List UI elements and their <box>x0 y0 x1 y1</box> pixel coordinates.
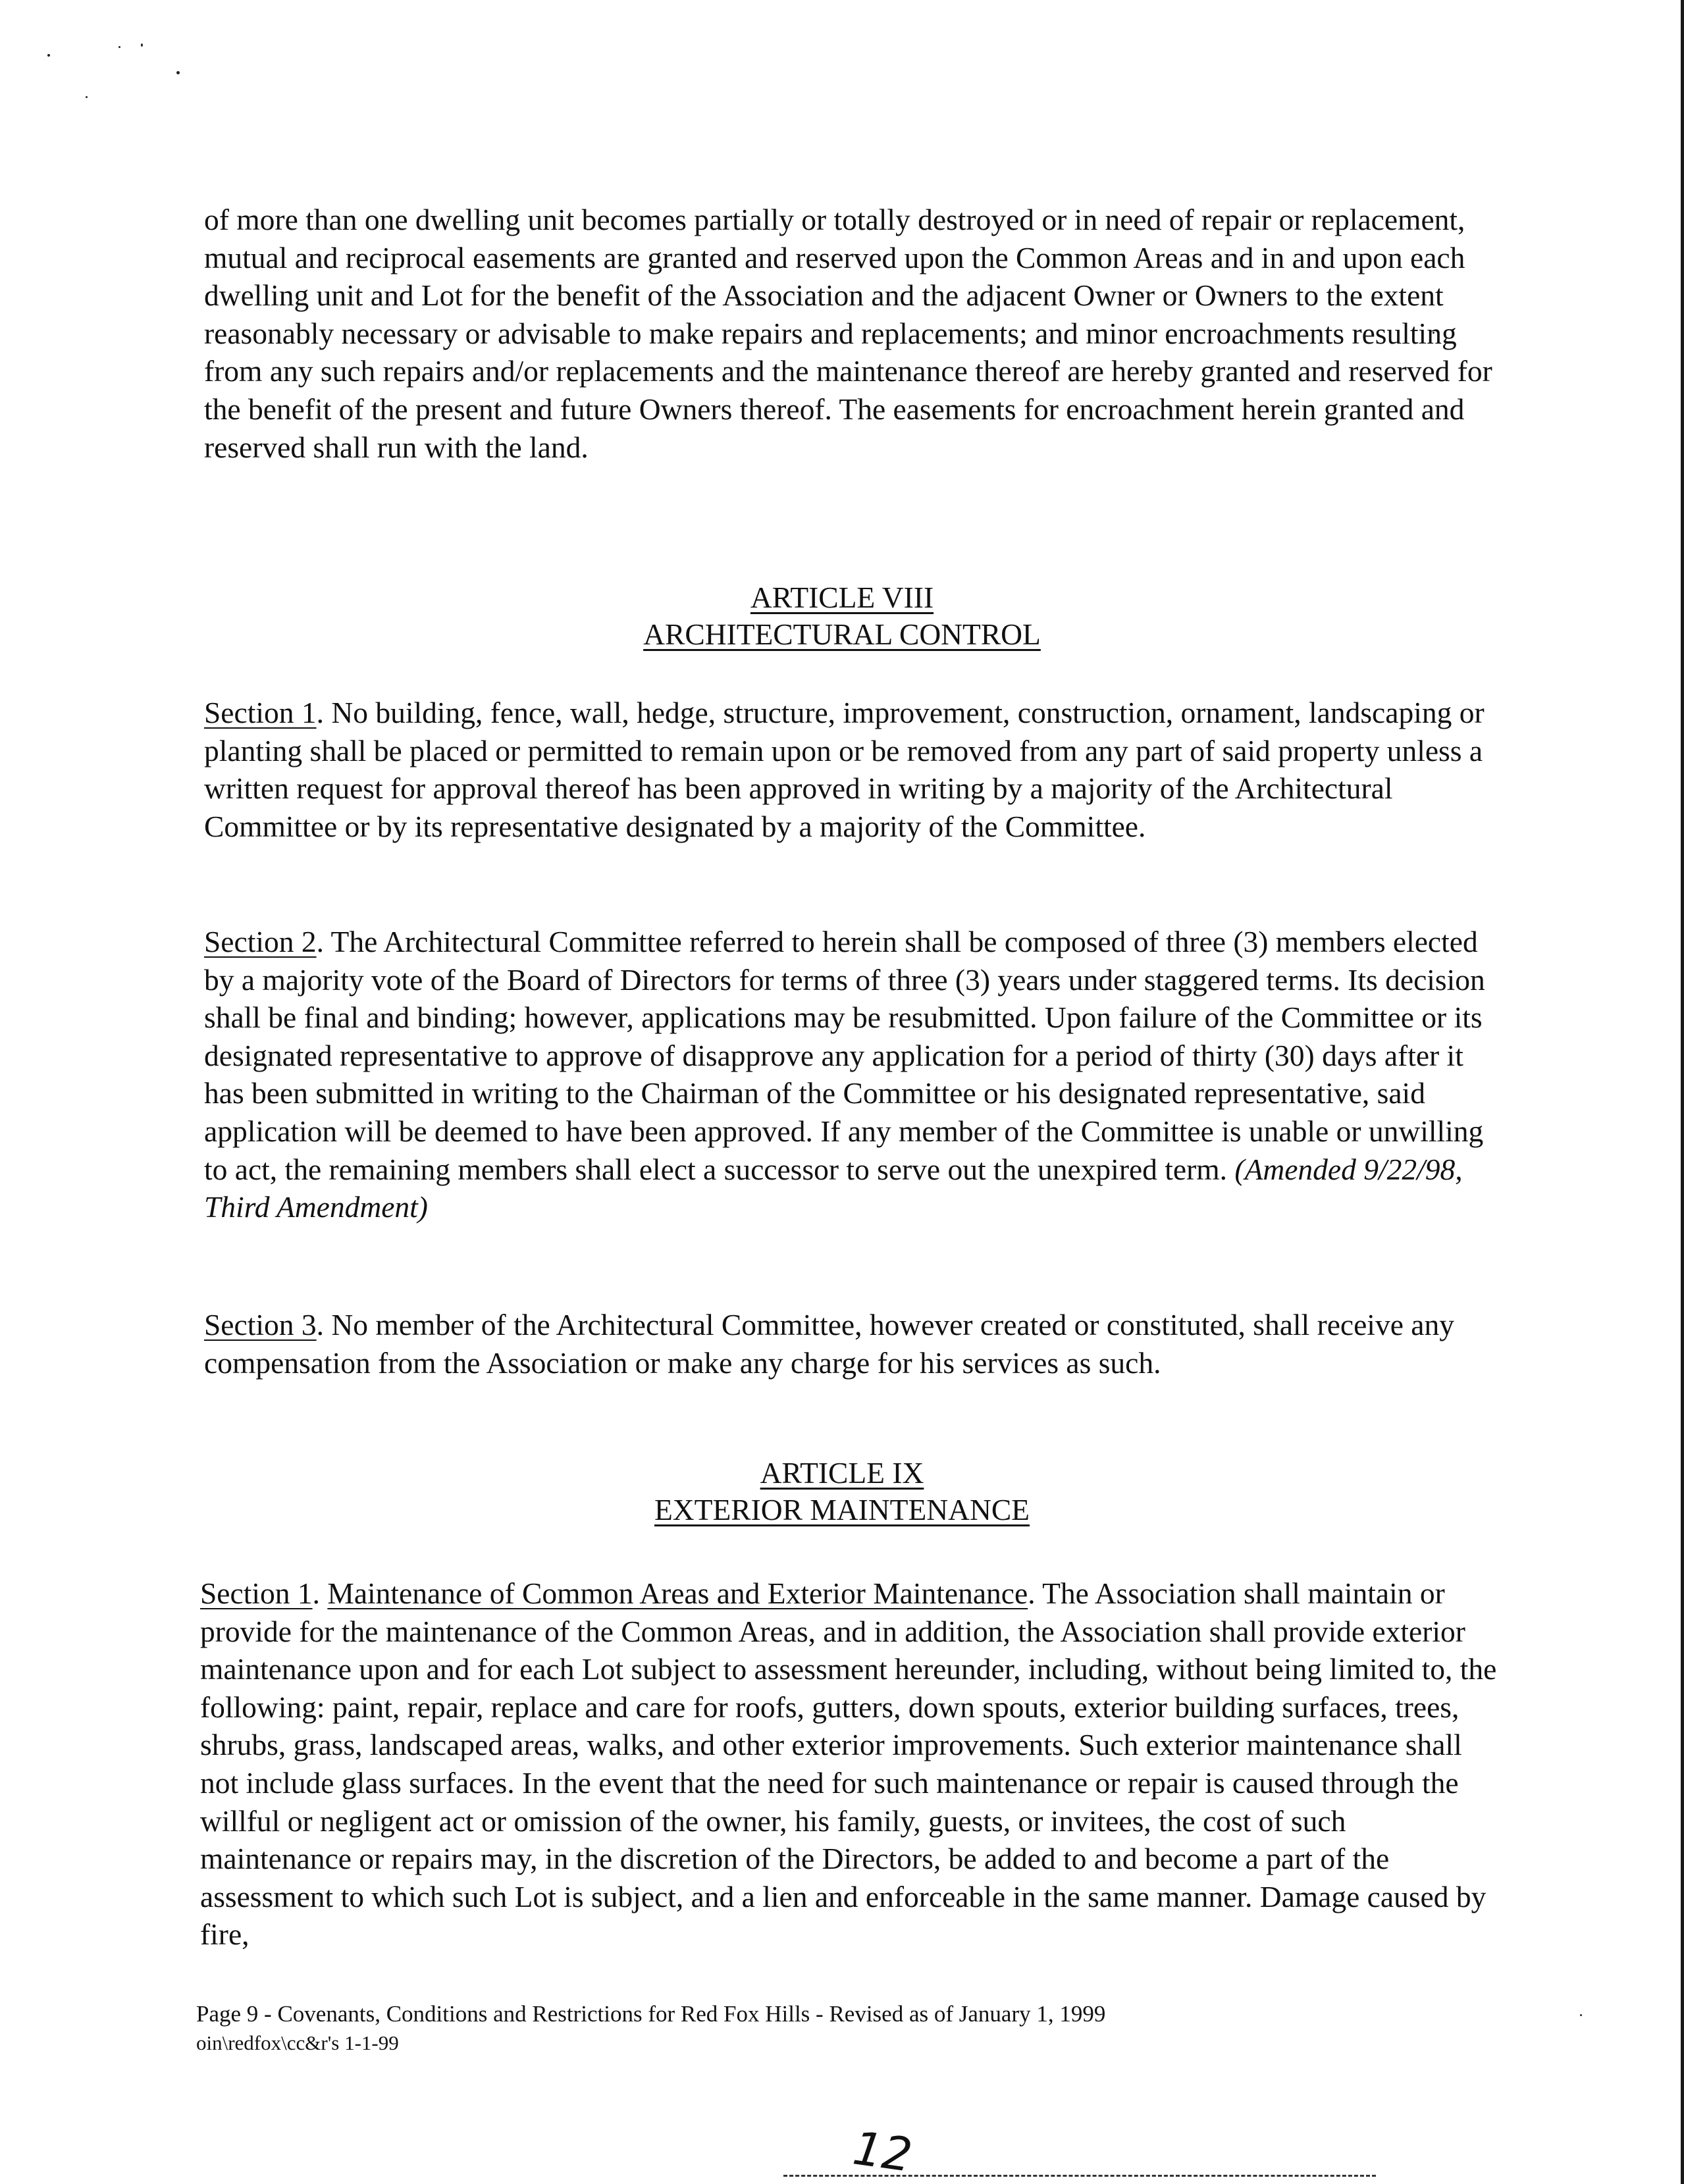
section-text: . The Architectural Committee referred to herein shall be composed of three (3) members elected by a majority vote of the Board of Directors for terms of three (3) years under staggered terms. Its decision shall be final and binding; however, applications may be resubmitted. Upon failure of the Committee or its designated representative to approve of disapprove any application for a period of thirty (30) days after it has been submitted in writing to the Chairman of the Committee or his designated representative, said application will be deemed to have been approved. If any member of the Committee is unable or unwilling to act, the remaining members shall elect a successor to serve out the unexpired term. <box>204 925 1485 1186</box>
section-label: Section 1 <box>200 1576 313 1610</box>
section-text: . The Association shall maintain or provide for the maintenance of the Common Areas, and in addition, the Association shall provide exterior maintenance upon and for each Lot subject to assessment hereunder, including, without being limited to, the following: paint, repair, replace and care for roofs, gutters, down spouts, exterior building surfaces, trees, shrubs, grass, landscaped areas, walks, and other exterior improvements. Such exterior maintenance shall not include glass surfaces. In the event that the need for such maintenance or repair is caused through the willful or negligent act or omission of the owner, his family, guests, or invitees, the cost of such maintenance or repairs may, in the discretion of the Directors, be added to and become a part of the assessment to which such Lot is subject, and a lien and enforceable in the same manner. Damage caused by fire, <box>200 1576 1497 1952</box>
footer-title: Page 9 - Covenants, Conditions and Restrictions for Red Fox Hills - Revised as of January 1, 1999 <box>196 2001 1106 2027</box>
section-label: Section 3 <box>204 1308 317 1341</box>
article-8-section-1 <box>204 694 1494 845</box>
section-text: . No building, fence, wall, hedge, structure, improvement, construction, ornament, landscaping or planting shall be placed or permitted to remain upon or be removed from any part of said property unless a written request for approval thereof has been approved in writing by a majority of the Architectural Committee or by its representative designated by a majority of the Committee. <box>204 696 1485 843</box>
article-8-number: ARTICLE VIII <box>750 581 934 614</box>
handwritten-page-number: 12 <box>849 2121 916 2183</box>
scan-speck <box>118 46 120 48</box>
article-9-title: EXTERIOR MAINTENANCE <box>654 1493 1030 1526</box>
page-footer <box>196 2000 1105 2058</box>
article-9-section-1: Section 1. Maintenance of Common Areas and Exterior Maintenance. The Association shall maintain or provide for the maintenance of the Common Areas, and in addition, the Association shall provide exterior maintenance upon and for each Lot subject to assessment hereunder, including, without being limited to, the following: paint, repair, replace and care for roofs, gutters, down spouts, exterior building surfaces, trees, shrubs, grass, landscaped areas, walks, and other exterior improvements. Such exterior maintenance shall not include glass surfaces. In the event that the need for such maintenance or repair is caused through the willful or negligent act or omission of the owner, his family, guests, or invitees, the cost of such maintenance or repairs may, in the discretion of the Directors, be added to and become a part of the assessment to which such Lot is subject, and a lien and enforceable in the same manner. Damage caused by fire, <box>200 1576 1497 1952</box>
scan-speck <box>176 71 180 74</box>
scan-edge-line <box>783 2175 1376 2179</box>
article-8-title: ARCHITECTURAL CONTROL <box>643 617 1041 651</box>
scan-speck <box>1580 2014 1582 2016</box>
section-label: Section 1 <box>204 696 317 729</box>
footer-file-path: oin\redfox\cc&r's 1-1-99 <box>196 2031 399 2054</box>
section-text: . No member of the Architectural Committee, however created or constituted, shall receive any compensation from the Association or make any charge for his services as such. <box>204 1308 1454 1380</box>
amendment-note: (Amended 9/22/98, Third Amendment) <box>204 1152 1463 1224</box>
scan-speck <box>47 54 50 57</box>
article-9-number: ARTICLE IX <box>760 1456 924 1490</box>
scan-speck <box>86 96 88 98</box>
article-8-section-3 <box>204 1306 1494 1382</box>
scan-speck <box>141 43 143 47</box>
intro-paragraph: of more than one dwelling unit becomes partially or totally destroyed or in need of repair or replacement, mutual and reciprocal easements are granted and reserved upon the Common Areas and in and upon each dwelling unit and Lot for the benefit of the Association and the adjacent Owner or Owners to the extent reasonably necessary or advisable to make repairs and replacements; and minor encroachments resulting from any such repairs and/or replacements and the maintenance thereof are hereby granted and reserved for the benefit of the present and future Owners thereof. The easements for encroachment herein granted and reserved shall run with the land. <box>204 203 1492 464</box>
section-subtitle: Maintenance of Common Areas and Exterior Maintenance <box>327 1576 1028 1610</box>
article-8-section-2 <box>204 923 1494 1226</box>
section-label: Section 2 <box>204 925 317 958</box>
